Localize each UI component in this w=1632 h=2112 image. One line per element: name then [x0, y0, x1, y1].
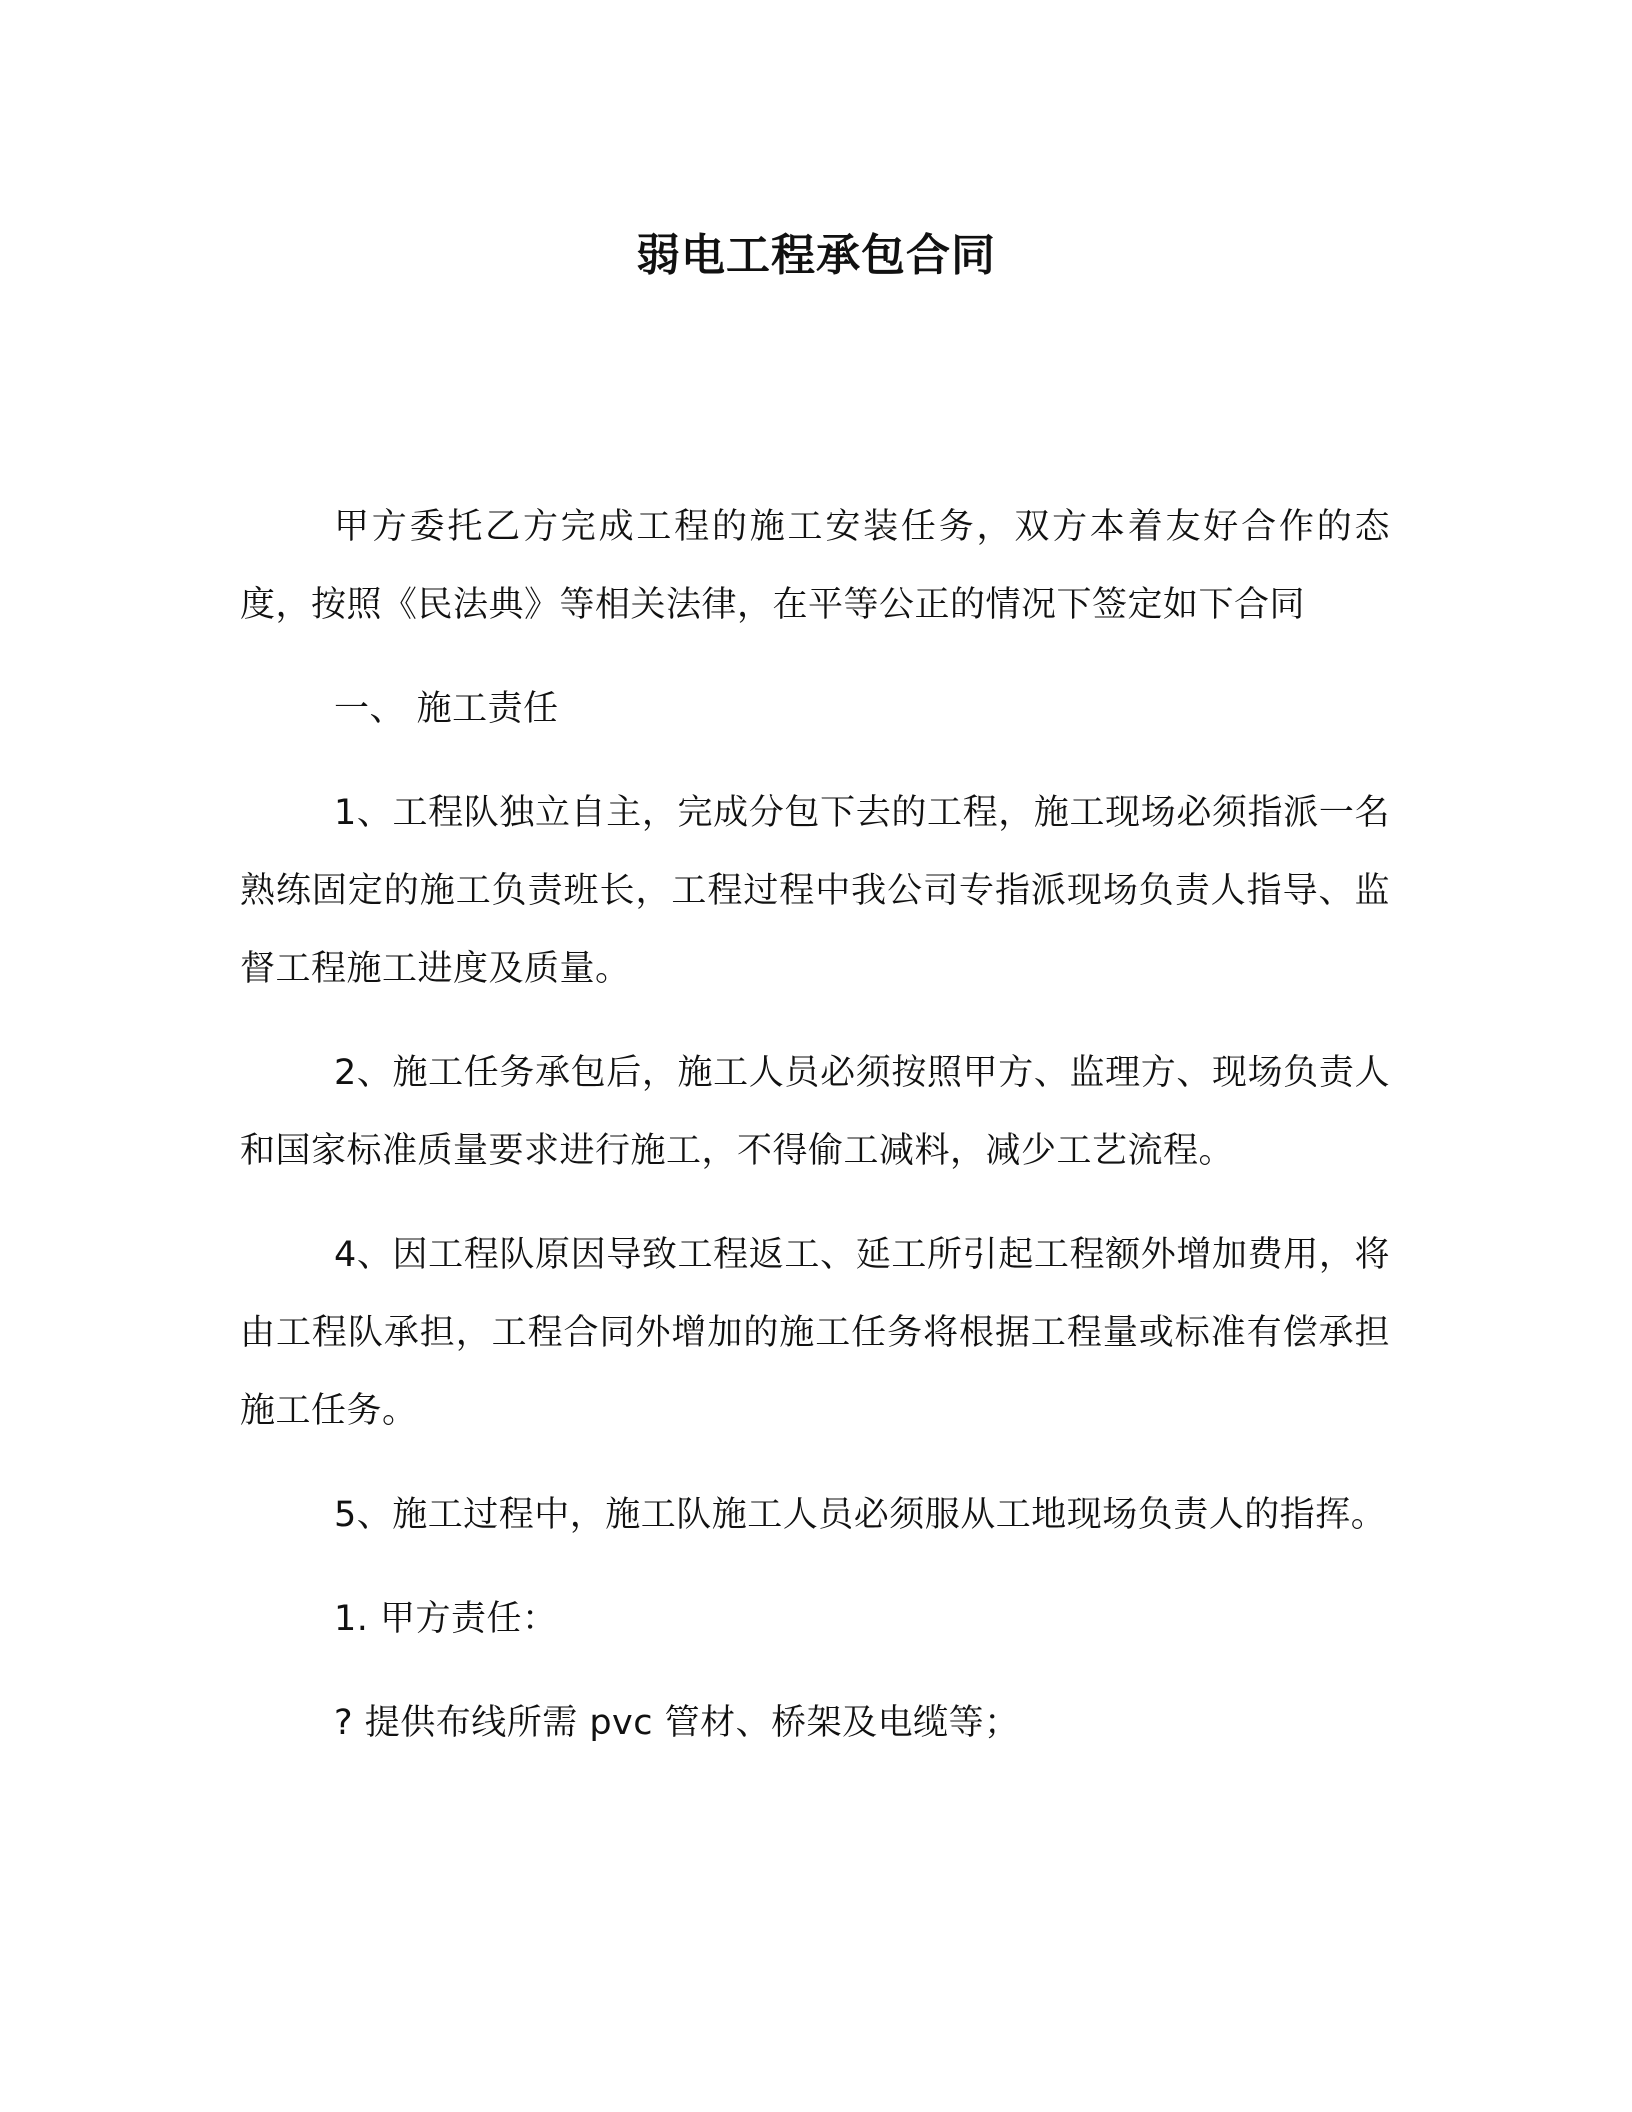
clause-4-paragraph: 4、因工程队原因导致工程返工、延工所引起工程额外增加费用，将由工程队承担，工程合同外增加的施工任务将根据工程量或标准有偿承担施工任务。: [240, 1235, 1390, 1431]
party-a-item-paragraph: ? 提供布线所需 pvc 管材、桥架及电缆等；: [334, 1703, 1020, 1743]
clause-5-paragraph: 5、施工过程中，施工队施工人员必须服从工地现场负责人的指挥。: [334, 1495, 1387, 1535]
document-title: 弱电工程承包合同: [636, 230, 996, 281]
clause-1-paragraph: 1、工程队独立自主，完成分包下去的工程，施工现场必须指派一名熟练固定的施工负责班长，工程过程中我公司专指派现场负责人指导、监督工程施工进度及质量。: [240, 793, 1390, 989]
section-heading-party-a-responsibility: 1. 甲方责任：: [334, 1599, 558, 1639]
section-heading-construction-responsibility: 一、 施工责任: [334, 689, 559, 729]
clause-2-paragraph: 2、施工任务承包后，施工人员必须按照甲方、监理方、现场负责人和国家标准质量要求进行施工，不得偷工减料，减少工艺流程。: [240, 1053, 1390, 1171]
document-body: [240, 488, 1390, 1788]
intro-paragraph: 甲方委托乙方完成工程的施工安装任务，双方本着友好合作的态度，按照《民法典》等相关法律，在平等公正的情况下签定如下合同: [240, 507, 1390, 625]
